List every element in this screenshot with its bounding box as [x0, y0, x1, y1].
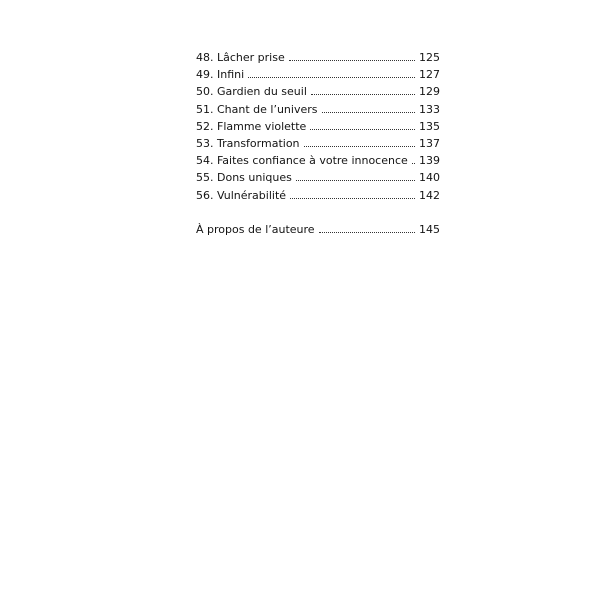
toc-entry-page: 145 [419, 222, 440, 236]
toc-entry-page: 133 [419, 102, 440, 116]
toc-entry-title: 49. Infini [196, 68, 245, 82]
toc-entry-title: 48. Lâcher prise [196, 51, 285, 64]
toc-entry-title: 51. Chant de l’univers [196, 102, 318, 116]
dot-leader [412, 163, 415, 164]
toc-entry-title: 50. Gardien du seuil [196, 85, 307, 99]
toc-entry-page: 127 [419, 68, 440, 82]
toc-entry-title: 52. Flamme violette [196, 119, 307, 133]
toc-entry [196, 66, 440, 83]
toc-entry [196, 169, 440, 186]
dot-leader [290, 198, 415, 199]
toc-entry-title: 53. Transformation [196, 136, 300, 150]
dot-leader [322, 112, 416, 113]
toc-entry-title: 54. Faites confiance à votre innocence [196, 154, 408, 168]
toc-entry-page: 139 [419, 154, 440, 168]
toc-entry-title: 55. Dons uniques [196, 171, 292, 185]
toc-entry [196, 187, 440, 204]
toc-entry-page: 135 [419, 119, 440, 133]
toc-entry-page: 125 [419, 51, 440, 64]
section-spacer [196, 204, 440, 221]
toc-entry-page: 137 [419, 136, 440, 150]
dot-leader [296, 180, 415, 181]
toc-entry [196, 49, 440, 66]
dot-leader [311, 94, 415, 95]
table-of-contents [196, 49, 440, 238]
dot-leader [289, 60, 415, 61]
toc-entry-page: 129 [419, 85, 440, 99]
toc-entry-about-author [196, 221, 440, 238]
toc-entry-title: 56. Vulnérabilité [196, 188, 287, 202]
toc-entry [196, 118, 440, 135]
toc-entry [196, 83, 440, 100]
dot-leader [310, 129, 415, 130]
toc-entry [196, 135, 440, 152]
toc-entry-page: 142 [419, 188, 440, 202]
dot-leader [248, 77, 415, 78]
toc-entry-title: À propos de l’auteure [196, 222, 315, 236]
toc-entry [196, 152, 440, 169]
toc-entry [196, 101, 440, 118]
toc-entry-page: 140 [419, 171, 440, 185]
dot-leader [319, 232, 415, 233]
dot-leader [304, 146, 415, 147]
